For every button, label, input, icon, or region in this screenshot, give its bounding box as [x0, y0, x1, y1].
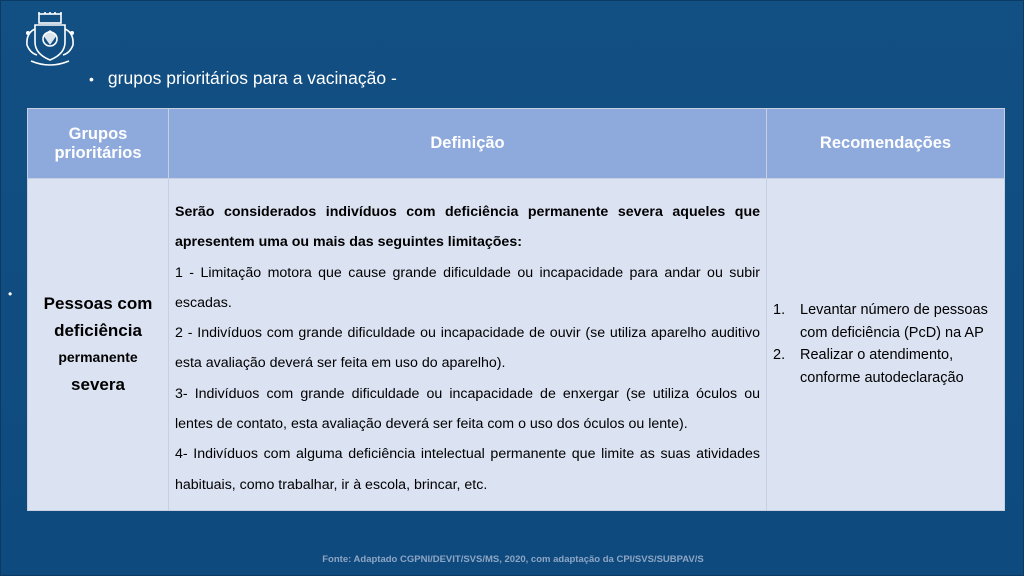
group-name-cell [28, 179, 169, 511]
recommendation-number: 1. [773, 302, 786, 319]
recommendations-cell [767, 179, 1005, 511]
definition-lead: Serão considerados indivíduos com deficiência permanente severa aqueles que apresentem uma ou mais das seguintes limitações: [175, 204, 760, 251]
recommendation-text: Realizar o atendimento, conforme autodeclaração [800, 347, 964, 386]
table-header-row [28, 109, 1005, 179]
group-name-line: permanente [58, 349, 138, 366]
recommendation-item [773, 344, 996, 389]
bullet-text: grupos prioritários para a vacinação - [107, 68, 397, 88]
header-recommendations: Recomendações [767, 109, 1005, 179]
recommendation-number: 2. [773, 347, 786, 364]
recommendations-list [773, 299, 996, 389]
definition-cell [169, 179, 767, 511]
definition-item: 1 - Limitação motora que cause grande dificuldade ou incapacidade para andar ou subir escadas. [175, 264, 760, 311]
rio-coat-of-arms-logo [23, 11, 77, 67]
table-row [28, 179, 1005, 511]
definition-item: 3- Indivíduos com grande dificuldade ou incapacidade de enxergar (se utiliza óculos ou lentes de contato, esta avaliação deverá ser feita com o uso dos óculos ou lente). [175, 385, 760, 433]
stray-bullet-icon: • [8, 287, 13, 301]
bullet-point [89, 68, 397, 89]
header-definition: Definição [169, 109, 767, 179]
group-name-line: severa [71, 375, 125, 395]
bullet-icon: • [89, 70, 94, 87]
header-groups: Grupos prioritários [28, 109, 169, 179]
definition-item: 4- Indivíduos com alguma deficiência intelectual permanente que limite as suas atividades habituais, como trabalhar, ir à escola, brincar, etc. [175, 446, 760, 493]
group-name-line: deficiência [54, 321, 142, 341]
source-footnote: Fonte: Adaptado CGPNI/DEVIT/SVS/MS, 2020, com adaptação da CPI/SVS/SUBPAV/S [322, 554, 704, 565]
priority-groups-table [27, 108, 1005, 511]
recommendation-item [773, 299, 996, 344]
definition-item: 2 - Indivíduos com grande dificuldade ou incapacidade de ouvir (se utiliza aparelho auditivo esta avaliação deverá ser feita em uso do aparelho). [175, 325, 760, 372]
group-name-line: Pessoas com [43, 294, 153, 314]
recommendation-text: Levantar número de pessoas com deficiência (PcD) na AP [800, 302, 988, 341]
